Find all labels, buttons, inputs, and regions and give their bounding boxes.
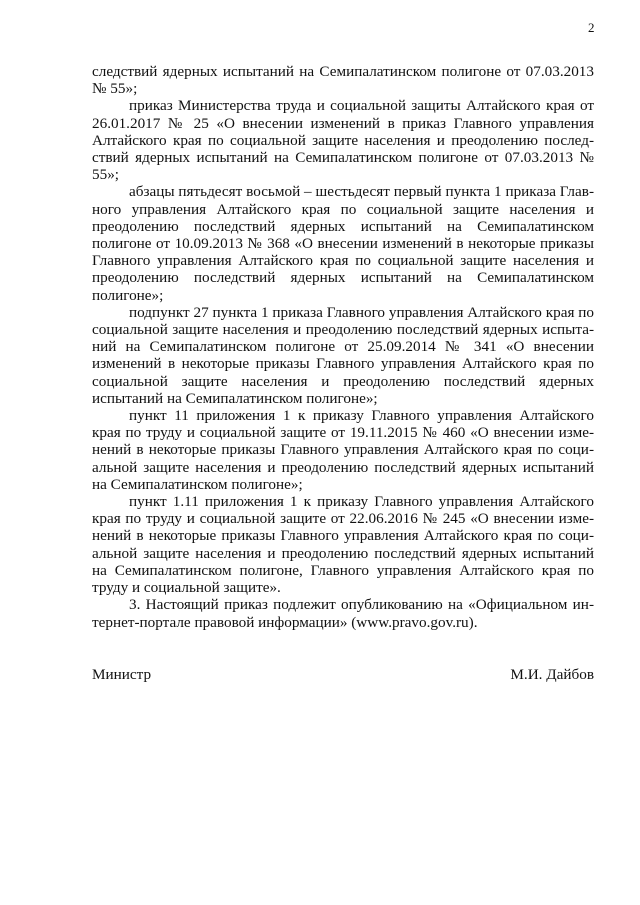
paragraph-order-2016-245: пункт 1.11 приложения 1 к приказу Главного управления Алтайского края по труду и социальной защите от 22.06.2016 № 245 «О внесении изменений в некоторые приказы Главного управления Алтайского края по социальной защите населения и преодолению последствий ядерных испытаний на Семипалатинском полигоне, Главного управления Алтайского края по труду и социальной защите». xyxy=(92,493,594,597)
signature-position: Министр xyxy=(92,666,152,683)
signature-name: М.И. Дайбов xyxy=(510,666,594,683)
document-body xyxy=(92,63,594,631)
signature-block xyxy=(92,666,594,683)
paragraph-order-labor-2017: приказ Министерства труда и социальной защиты Алтайского края от 26.01.2017 № 25 «О внесении изменений в приказ Главного управления Алтайского края по социальной защите населения и преодолению последствий ядерных испытаний на Семипалатинском полигоне от 07.03.2013 № 55»; xyxy=(92,97,594,184)
paragraph-order-2015-460: пункт 11 приложения 1 к приказу Главного управления Алтайского края по труду и социальной защите от 19.11.2015 № 460 «О внесении изменений в некоторые приказы Главного управления Алтайского края по социальной защите населения и преодолению последствий ядерных испытаний на Семипалатинском полигоне»; xyxy=(92,407,594,493)
paragraph-order-2014-341: подпункт 27 пункта 1 приказа Главного управления Алтайского края по социальной защите населения и преодолению последствий ядерных испытаний на Семипалатинском полигоне от 25.09.2014 № 341 «О внесении изменений в некоторые приказы Главного управления Алтайского края по социальной защите населения и преодолению последствий ядерных испытаний на Семипалатинском полигоне»; xyxy=(92,303,594,407)
paragraph-publication-clause: 3. Настоящий приказ подлежит опубликованию на «Официальном интернет-портале правовой информации» (www.pravo.gov.ru). xyxy=(92,596,594,631)
page-number: 2 xyxy=(588,20,595,35)
paragraph-continuation: следствий ядерных испытаний на Семипалатинском полигоне от 07.03.2013 № 55»; xyxy=(92,63,594,98)
paragraph-order-2013-368: абзацы пятьдесят восьмой – шестьдесят первый пункта 1 приказа Главного управления Алтайского края по социальной защите населения и преодолению последствий ядерных испытаний на Семипалатинском полигоне от 10.09.2013 № 368 «О внесении изменений в некоторые приказы Главного управления Алтайского края по социальной защите населения и преодолению последствий ядерных испытаний на Семипалатинском полигоне»; xyxy=(92,183,594,304)
